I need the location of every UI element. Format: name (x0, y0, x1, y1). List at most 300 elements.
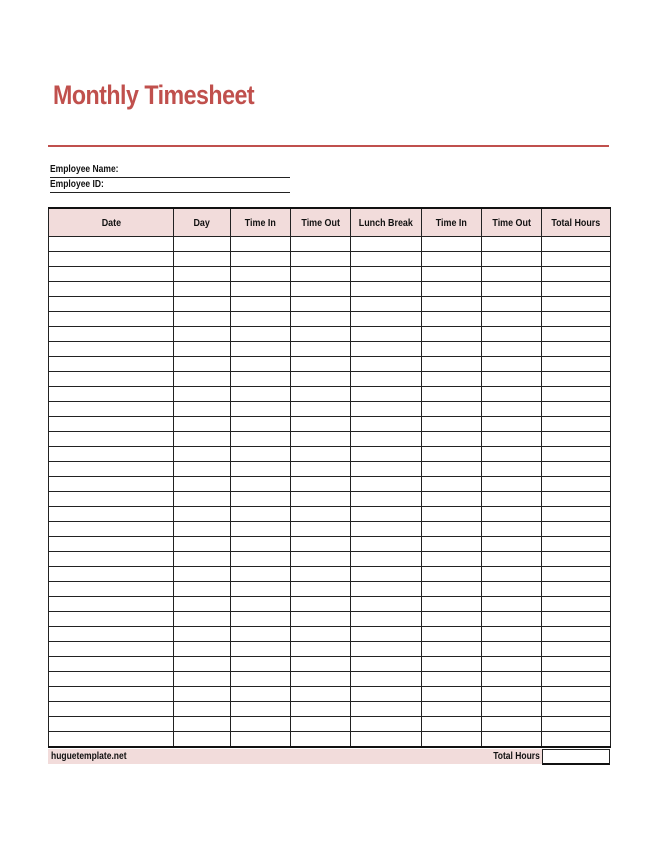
table-cell[interactable] (422, 567, 482, 582)
table-cell[interactable] (291, 732, 351, 748)
table-cell[interactable] (174, 477, 231, 492)
table-cell[interactable] (231, 627, 291, 642)
table-cell[interactable] (542, 522, 611, 537)
table-cell[interactable] (351, 312, 422, 327)
table-cell[interactable] (231, 567, 291, 582)
table-cell[interactable] (231, 297, 291, 312)
employee-id-label: Employee ID: (50, 179, 104, 190)
table-cell[interactable] (174, 522, 231, 537)
table-cell[interactable] (422, 417, 482, 432)
table-cell[interactable] (422, 327, 482, 342)
table-header-row (49, 208, 611, 237)
table-cell[interactable] (291, 642, 351, 657)
table-cell[interactable] (422, 657, 482, 672)
table-cell[interactable] (49, 327, 174, 342)
table-cell[interactable] (231, 582, 291, 597)
table-cell[interactable] (542, 387, 611, 402)
table-cell[interactable] (482, 267, 542, 282)
table-cell[interactable] (231, 447, 291, 462)
table-cell[interactable] (291, 687, 351, 702)
employee-name-label: Employee Name: (50, 164, 119, 175)
column-header-day: Day (174, 208, 231, 237)
table-cell[interactable] (351, 567, 422, 582)
table-cell[interactable] (174, 342, 231, 357)
table-cell[interactable] (174, 312, 231, 327)
table-cell[interactable] (49, 312, 174, 327)
table-cell[interactable] (231, 462, 291, 477)
table-cell[interactable] (351, 612, 422, 627)
table-cell[interactable] (542, 267, 611, 282)
table-cell[interactable] (174, 267, 231, 282)
table-cell[interactable] (174, 582, 231, 597)
table-cell[interactable] (542, 357, 611, 372)
table-cell[interactable] (49, 672, 174, 687)
table-cell[interactable] (482, 582, 542, 597)
table-cell[interactable] (542, 417, 611, 432)
table-cell[interactable] (542, 597, 611, 612)
table-cell[interactable] (231, 672, 291, 687)
table-cell[interactable] (482, 687, 542, 702)
table-cell[interactable] (351, 237, 422, 252)
table-cell[interactable] (49, 717, 174, 732)
table-cell[interactable] (422, 597, 482, 612)
table-cell[interactable] (231, 642, 291, 657)
table-cell[interactable] (351, 582, 422, 597)
table-cell[interactable] (174, 252, 231, 267)
table-cell[interactable] (422, 672, 482, 687)
table-cell[interactable] (351, 327, 422, 342)
table-cell[interactable] (542, 297, 611, 312)
table-cell[interactable] (482, 657, 542, 672)
table-cell[interactable] (49, 282, 174, 297)
table-cell[interactable] (174, 612, 231, 627)
column-header-time-out-2: Time Out (482, 208, 542, 237)
table-cell[interactable] (231, 597, 291, 612)
table-cell[interactable] (482, 357, 542, 372)
table-cell[interactable] (231, 612, 291, 627)
table-cell[interactable] (542, 342, 611, 357)
table-cell[interactable] (542, 627, 611, 642)
table-cell[interactable] (291, 297, 351, 312)
table-cell[interactable] (542, 492, 611, 507)
table-cell[interactable] (49, 687, 174, 702)
table-cell[interactable] (291, 582, 351, 597)
table-cell[interactable] (542, 462, 611, 477)
table-cell[interactable] (542, 507, 611, 522)
table-cell[interactable] (482, 597, 542, 612)
table-cell[interactable] (49, 732, 174, 748)
table-cell[interactable] (422, 612, 482, 627)
column-header-date: Date (49, 208, 174, 237)
table-row (49, 702, 611, 717)
table-cell[interactable] (351, 672, 422, 687)
table-row (49, 582, 611, 597)
table-cell[interactable] (231, 687, 291, 702)
table-cell[interactable] (49, 642, 174, 657)
table-cell[interactable] (482, 402, 542, 417)
table-cell[interactable] (482, 702, 542, 717)
table-cell[interactable] (542, 312, 611, 327)
table-cell[interactable] (422, 627, 482, 642)
table-cell[interactable] (291, 657, 351, 672)
table-cell[interactable] (351, 687, 422, 702)
table-cell[interactable] (49, 597, 174, 612)
table-cell[interactable] (231, 252, 291, 267)
table-cell[interactable] (291, 327, 351, 342)
table-row (49, 552, 611, 567)
table-cell[interactable] (174, 597, 231, 612)
table-cell[interactable] (422, 477, 482, 492)
table-cell[interactable] (174, 657, 231, 672)
table-cell[interactable] (174, 387, 231, 402)
column-header-lunch-break: Lunch Break (351, 208, 422, 237)
table-cell[interactable] (291, 597, 351, 612)
table-cell[interactable] (351, 387, 422, 402)
table-cell[interactable] (231, 417, 291, 432)
table-cell[interactable] (542, 642, 611, 657)
table-cell[interactable] (351, 507, 422, 522)
table-cell[interactable] (231, 267, 291, 282)
table-cell[interactable] (49, 462, 174, 477)
table-row (49, 462, 611, 477)
table-cell[interactable] (482, 477, 542, 492)
table-row (49, 417, 611, 432)
table-cell[interactable] (422, 342, 482, 357)
table-cell[interactable] (351, 732, 422, 748)
table-cell[interactable] (291, 237, 351, 252)
table-cell[interactable] (422, 267, 482, 282)
table-cell[interactable] (174, 297, 231, 312)
table-cell[interactable] (482, 492, 542, 507)
table-cell[interactable] (231, 522, 291, 537)
table-cell[interactable] (351, 417, 422, 432)
table-cell[interactable] (174, 282, 231, 297)
table-cell[interactable] (422, 687, 482, 702)
table-cell[interactable] (174, 567, 231, 582)
table-cell[interactable] (542, 582, 611, 597)
timesheet-body (49, 237, 611, 748)
table-cell[interactable] (542, 447, 611, 462)
table-cell[interactable] (482, 342, 542, 357)
table-cell[interactable] (49, 552, 174, 567)
table-cell[interactable] (174, 237, 231, 252)
table-cell[interactable] (542, 477, 611, 492)
table-cell[interactable] (231, 552, 291, 567)
table-cell[interactable] (49, 432, 174, 447)
table-cell[interactable] (542, 372, 611, 387)
table-cell[interactable] (542, 282, 611, 297)
table-cell[interactable] (351, 462, 422, 477)
table-cell[interactable] (422, 432, 482, 447)
table-cell[interactable] (482, 252, 542, 267)
table-cell[interactable] (482, 282, 542, 297)
table-cell[interactable] (49, 387, 174, 402)
table-cell[interactable] (422, 372, 482, 387)
table-cell[interactable] (422, 312, 482, 327)
table-cell[interactable] (542, 252, 611, 267)
table-cell[interactable] (49, 267, 174, 282)
table-cell[interactable] (174, 447, 231, 462)
table-cell[interactable] (231, 657, 291, 672)
table-cell[interactable] (174, 672, 231, 687)
table-cell[interactable] (49, 447, 174, 462)
table-row (49, 537, 611, 552)
table-cell[interactable] (351, 252, 422, 267)
table-cell[interactable] (291, 612, 351, 627)
table-cell[interactable] (231, 357, 291, 372)
table-cell[interactable] (422, 387, 482, 402)
total-hours-label: Total Hours (493, 751, 540, 762)
table-cell[interactable] (291, 522, 351, 537)
table-cell[interactable] (351, 342, 422, 357)
table-row (49, 732, 611, 748)
table-cell[interactable] (482, 672, 542, 687)
table-cell[interactable] (542, 237, 611, 252)
table-cell[interactable] (422, 717, 482, 732)
table-cell[interactable] (49, 477, 174, 492)
table-cell[interactable] (482, 627, 542, 642)
table-row (49, 402, 611, 417)
table-cell[interactable] (174, 372, 231, 387)
table-cell[interactable] (49, 417, 174, 432)
table-cell[interactable] (291, 492, 351, 507)
table-cell[interactable] (422, 282, 482, 297)
table-cell[interactable] (291, 672, 351, 687)
table-cell[interactable] (351, 372, 422, 387)
table-cell[interactable] (482, 522, 542, 537)
table-cell[interactable] (231, 282, 291, 297)
table-cell[interactable] (174, 537, 231, 552)
table-cell[interactable] (291, 387, 351, 402)
table-cell[interactable] (49, 702, 174, 717)
table-cell[interactable] (482, 732, 542, 748)
table-cell[interactable] (482, 642, 542, 657)
table-cell[interactable] (231, 387, 291, 402)
column-header-total-hours: Total Hours (542, 208, 611, 237)
total-hours-cell[interactable] (542, 749, 610, 765)
table-cell[interactable] (482, 417, 542, 432)
table-cell[interactable] (291, 357, 351, 372)
table-cell[interactable] (49, 627, 174, 642)
table-cell[interactable] (542, 537, 611, 552)
table-row (49, 327, 611, 342)
table-cell[interactable] (422, 522, 482, 537)
table-cell[interactable] (482, 717, 542, 732)
table-cell[interactable] (422, 552, 482, 567)
table-cell[interactable] (231, 537, 291, 552)
table-cell[interactable] (542, 402, 611, 417)
table-cell[interactable] (291, 432, 351, 447)
table-cell[interactable] (542, 717, 611, 732)
table-cell[interactable] (351, 432, 422, 447)
table-cell[interactable] (291, 252, 351, 267)
table-cell[interactable] (291, 312, 351, 327)
table-cell[interactable] (174, 357, 231, 372)
table-cell[interactable] (174, 432, 231, 447)
table-cell[interactable] (174, 552, 231, 567)
table-cell[interactable] (542, 732, 611, 748)
table-cell[interactable] (231, 312, 291, 327)
table-row (49, 657, 611, 672)
table-cell[interactable] (291, 462, 351, 477)
table-cell[interactable] (422, 642, 482, 657)
table-cell[interactable] (351, 522, 422, 537)
table-cell[interactable] (291, 372, 351, 387)
table-cell[interactable] (482, 612, 542, 627)
table-cell[interactable] (49, 612, 174, 627)
table-cell[interactable] (422, 402, 482, 417)
table-cell[interactable] (351, 702, 422, 717)
table-cell[interactable] (351, 717, 422, 732)
table-cell[interactable] (174, 507, 231, 522)
table-cell[interactable] (291, 717, 351, 732)
table-cell[interactable] (542, 327, 611, 342)
table-cell[interactable] (422, 507, 482, 522)
table-cell[interactable] (49, 492, 174, 507)
table-cell[interactable] (482, 297, 542, 312)
employee-id-field[interactable] (50, 178, 290, 193)
table-cell[interactable] (482, 327, 542, 342)
table-cell[interactable] (174, 687, 231, 702)
table-cell[interactable] (231, 372, 291, 387)
table-cell[interactable] (174, 627, 231, 642)
table-cell[interactable] (351, 552, 422, 567)
table-cell[interactable] (351, 492, 422, 507)
table-cell[interactable] (542, 432, 611, 447)
table-cell[interactable] (351, 267, 422, 282)
table-cell[interactable] (231, 342, 291, 357)
table-cell[interactable] (422, 357, 482, 372)
table-cell[interactable] (291, 507, 351, 522)
table-cell[interactable] (231, 402, 291, 417)
table-cell[interactable] (482, 567, 542, 582)
table-cell[interactable] (49, 342, 174, 357)
table-cell[interactable] (291, 567, 351, 582)
table-row (49, 627, 611, 642)
table-cell[interactable] (542, 702, 611, 717)
table-cell[interactable] (422, 447, 482, 462)
table-cell[interactable] (291, 447, 351, 462)
table-cell[interactable] (542, 672, 611, 687)
table-cell[interactable] (174, 417, 231, 432)
table-cell[interactable] (351, 357, 422, 372)
table-cell[interactable] (291, 267, 351, 282)
table-cell[interactable] (351, 657, 422, 672)
table-row (49, 267, 611, 282)
table-cell[interactable] (291, 342, 351, 357)
table-cell[interactable] (174, 702, 231, 717)
table-cell[interactable] (482, 552, 542, 567)
table-cell[interactable] (231, 507, 291, 522)
table-cell[interactable] (482, 432, 542, 447)
table-cell[interactable] (422, 237, 482, 252)
table-cell[interactable] (49, 507, 174, 522)
table-cell[interactable] (231, 432, 291, 447)
table-cell[interactable] (351, 627, 422, 642)
table-cell[interactable] (231, 327, 291, 342)
table-cell[interactable] (231, 492, 291, 507)
table-cell[interactable] (49, 657, 174, 672)
table-cell[interactable] (174, 402, 231, 417)
table-cell[interactable] (231, 237, 291, 252)
table-row (49, 372, 611, 387)
table-cell[interactable] (174, 327, 231, 342)
table-cell[interactable] (422, 582, 482, 597)
table-cell[interactable] (291, 702, 351, 717)
table-cell[interactable] (482, 507, 542, 522)
table-cell[interactable] (231, 702, 291, 717)
table-cell[interactable] (422, 297, 482, 312)
table-cell[interactable] (482, 237, 542, 252)
table-cell[interactable] (482, 372, 542, 387)
table-cell[interactable] (351, 297, 422, 312)
table-cell[interactable] (291, 627, 351, 642)
table-cell[interactable] (291, 402, 351, 417)
table-cell[interactable] (174, 492, 231, 507)
table-cell[interactable] (542, 612, 611, 627)
table-cell[interactable] (291, 417, 351, 432)
table-cell[interactable] (49, 252, 174, 267)
table-cell[interactable] (422, 252, 482, 267)
table-cell[interactable] (49, 357, 174, 372)
table-cell[interactable] (351, 282, 422, 297)
table-cell[interactable] (482, 537, 542, 552)
table-cell[interactable] (542, 657, 611, 672)
table-cell[interactable] (482, 447, 542, 462)
table-cell[interactable] (291, 537, 351, 552)
employee-name-field[interactable] (50, 163, 290, 178)
table-cell[interactable] (422, 492, 482, 507)
table-row (49, 432, 611, 447)
table-cell[interactable] (422, 702, 482, 717)
table-cell[interactable] (351, 537, 422, 552)
table-cell[interactable] (291, 552, 351, 567)
table-cell[interactable] (49, 567, 174, 582)
table-cell[interactable] (542, 552, 611, 567)
table-cell[interactable] (174, 717, 231, 732)
table-cell[interactable] (291, 282, 351, 297)
column-header-time-in: Time In (231, 208, 291, 237)
table-cell[interactable] (49, 402, 174, 417)
table-cell[interactable] (49, 237, 174, 252)
table-cell[interactable] (49, 297, 174, 312)
table-cell[interactable] (231, 732, 291, 748)
table-cell[interactable] (351, 402, 422, 417)
table-cell[interactable] (482, 312, 542, 327)
table-cell[interactable] (351, 642, 422, 657)
table-cell[interactable] (49, 582, 174, 597)
table-cell[interactable] (49, 522, 174, 537)
table-cell[interactable] (351, 447, 422, 462)
table-cell[interactable] (422, 537, 482, 552)
table-cell[interactable] (174, 462, 231, 477)
table-cell[interactable] (542, 687, 611, 702)
table-cell[interactable] (49, 537, 174, 552)
table-cell[interactable] (231, 477, 291, 492)
table-cell[interactable] (482, 462, 542, 477)
table-cell[interactable] (542, 567, 611, 582)
table-cell[interactable] (482, 387, 542, 402)
table-cell[interactable] (291, 477, 351, 492)
table-cell[interactable] (231, 717, 291, 732)
table-cell[interactable] (174, 642, 231, 657)
table-cell[interactable] (422, 462, 482, 477)
table-cell[interactable] (351, 597, 422, 612)
table-cell[interactable] (174, 732, 231, 748)
table-cell[interactable] (49, 372, 174, 387)
table-cell[interactable] (351, 477, 422, 492)
table-cell[interactable] (422, 732, 482, 748)
